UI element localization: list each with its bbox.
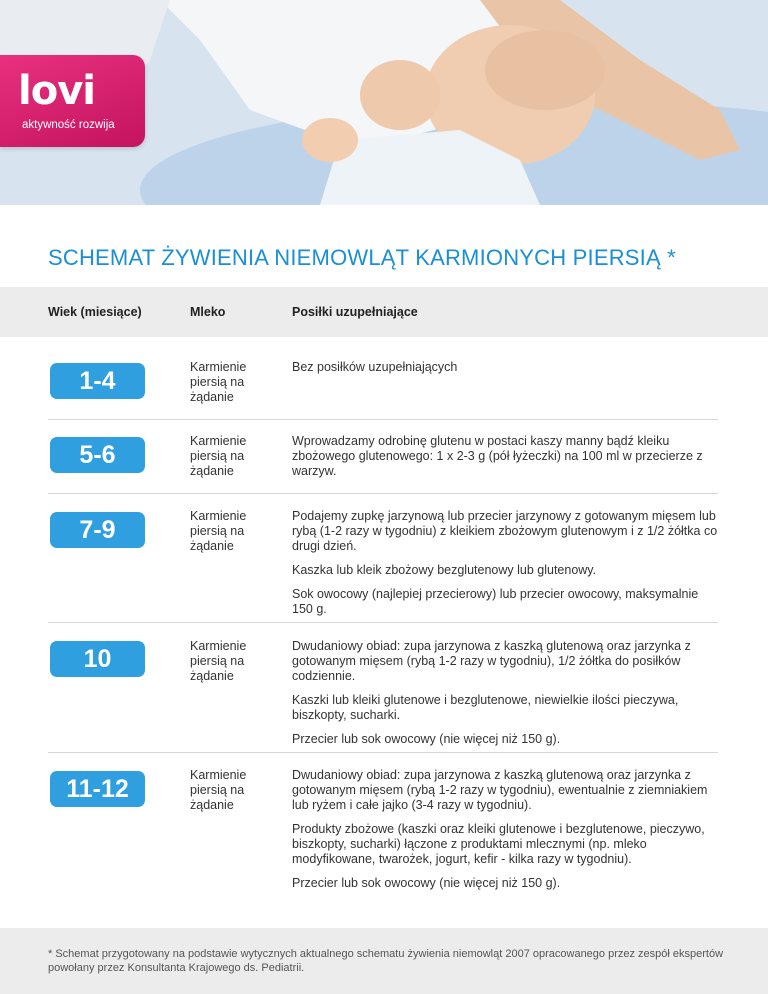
hero-photo [0,0,768,205]
age-badge: 11-12 [50,771,145,807]
meal-text: Produkty zbożowe (kaszki oraz kleiki glutenowe i bezglutenowe, pieczywo, biszkopty, sucharki) łączone z produktami mlecznymi (np. mleko modyfikowane, twarożek, jogurt, kefir - kilka razy w tygodniu). [292,822,705,866]
age-badge: 7-9 [50,512,145,548]
meal-text: Kaszki lub kleiki glutenowe i bezglutenowe, niewielkie ilości pieczywa, biszkopty, sucharki. [292,693,679,722]
meals-cell [292,360,718,384]
header-age: Wiek (miesiące) [48,305,142,319]
milk-cell: Karmienie piersią na żądanie [190,639,247,683]
header-milk: Mleko [190,305,226,319]
meals-cell [292,434,718,488]
milk-cell: Karmienie piersią na żądanie [190,360,247,404]
age-badge: 1-4 [50,363,145,399]
row-divider [48,493,718,494]
meal-text: Przecier lub sok owocowy (nie więcej niż 150 g). [292,876,561,890]
age-badge: 10 [50,641,145,677]
milk-cell: Karmienie piersią na żądanie [190,768,247,812]
milk-cell: Karmienie piersią na żądanie [190,434,247,478]
meal-text: Kaszka lub kleik zbożowy bezglutenowy lub glutenowy. [292,563,597,577]
brand-logo: lovi [18,68,95,114]
brand-logo-box [0,55,145,147]
meal-text: Przecier lub sok owocowy (nie więcej niż 150 g). [292,732,561,746]
meal-text: Dwudaniowy obiad: zupa jarzynowa z kaszką glutenową oraz jarzynka z gotowanym mięsem (rybą 1-2 razy w tygodniu), 1/2 żółtka do posiłków codziennie. [292,639,691,683]
row-divider [48,419,718,420]
footnote: * Schemat przygotowany na podstawie wytycznych aktualnego schematu żywienia niemowląt 2007 opracowanego przez zespół ekspertów powołany przez Konsultanta Krajowego ds. Pediatrii. [48,948,724,974]
meal-text: Bez posiłków uzupełniających [292,360,458,374]
milk-cell: Karmienie piersią na żądanie [190,509,247,553]
meals-cell [292,639,718,756]
meals-cell [292,509,718,626]
header-meals: Posiłki uzupełniające [292,305,418,319]
age-badge: 5-6 [50,437,145,473]
meals-cell [292,768,718,900]
meal-text: Wprowadzamy odrobinę glutenu w postaci kaszy manny bądź kleiku zbożowego glutenowego: 1 x 2-3 g (pół łyżeczki) na 100 ml w przecierze z warzyw. [292,434,703,478]
meal-text: Dwudaniowy obiad: zupa jarzynowa z kaszką glutenową oraz jarzynka z gotowanym mięsem (rybą 1-2 razy w tygodniu), ewentualnie z ziemniakiem lub ryżem i całe jajko (3-4 razy w tygodniu). [292,768,708,812]
meal-text: Podajemy zupkę jarzynową lub przecier jarzynowy z gotowanym mięsem lub rybą (1-2 razy w tygodniu) z kleikiem zbożowym glutenowym i z 1/2 żółtka co drugi dzień. [292,509,718,553]
page-title: SCHEMAT ŻYWIENIA NIEMOWLĄT KARMIONYCH PIERSIĄ * [48,245,676,270]
row-divider [48,622,718,623]
row-divider [48,752,718,753]
meal-text: Sok owocowy (najlepiej przecierowy) lub przecier owocowy, maksymalnie 150 g. [292,587,699,616]
brand-tagline: aktywność rozwija [22,119,115,131]
